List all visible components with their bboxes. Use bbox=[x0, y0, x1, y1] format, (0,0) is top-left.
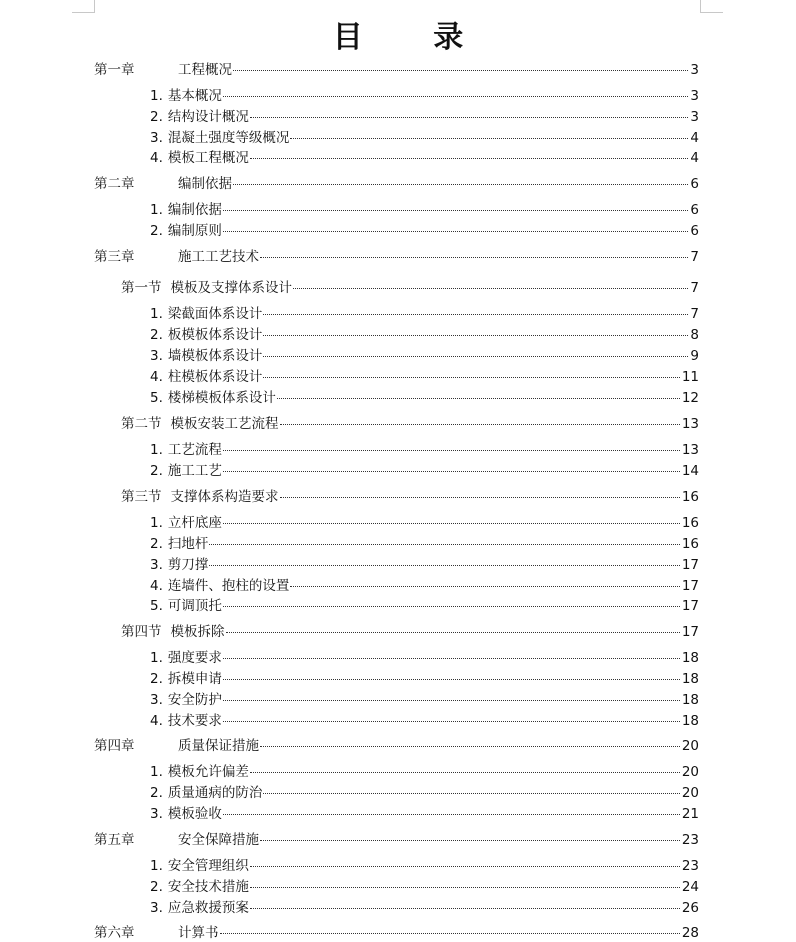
toc-entry-number: 第三节 bbox=[121, 489, 162, 505]
toc-entry-title: 质量保证措施 bbox=[178, 738, 259, 754]
dotted-leader bbox=[250, 908, 680, 909]
toc-entry-item[interactable] bbox=[150, 149, 699, 167]
toc-entry-number: 2. bbox=[150, 327, 163, 343]
toc-entry-page-number: 17 bbox=[681, 624, 699, 640]
toc-entry-number: 第五章 bbox=[94, 832, 135, 848]
toc-entry-item[interactable] bbox=[150, 805, 699, 823]
toc-entry-page-number: 18 bbox=[681, 650, 699, 666]
toc-entry-number: 3. bbox=[150, 557, 163, 573]
toc-entry-item[interactable] bbox=[150, 305, 699, 323]
toc-entry-page-number: 6 bbox=[690, 223, 699, 239]
dotted-leader bbox=[223, 210, 689, 211]
toc-entry-title: 技术要求 bbox=[167, 713, 222, 729]
dotted-leader bbox=[263, 314, 688, 315]
toc-entry-title: 施工工艺 bbox=[167, 463, 222, 479]
toc-entry-item[interactable] bbox=[150, 514, 699, 532]
toc-entry-item[interactable] bbox=[150, 326, 699, 344]
toc-entry-item[interactable] bbox=[150, 535, 699, 553]
toc-entry-page-number: 6 bbox=[690, 202, 699, 218]
toc-entry-number: 3. bbox=[150, 130, 163, 146]
toc-title: 目 录 bbox=[332, 20, 494, 55]
toc-entry-number: 2. bbox=[150, 109, 163, 125]
dotted-leader bbox=[290, 138, 688, 139]
toc-entry-number: 2. bbox=[150, 223, 163, 239]
toc-entry-item[interactable] bbox=[150, 899, 699, 917]
toc-entry-number: 第四章 bbox=[94, 738, 135, 754]
toc-entry-title: 强度要求 bbox=[167, 650, 222, 666]
toc-entry-number: 第六章 bbox=[94, 925, 135, 941]
toc-entry-title: 模板拆除 bbox=[170, 624, 225, 640]
toc-entry-title: 墙模板体系设计 bbox=[167, 348, 263, 364]
toc-entry-item[interactable] bbox=[150, 108, 699, 126]
toc-entry-title: 安全管理组织 bbox=[167, 858, 249, 874]
dotted-leader bbox=[250, 158, 689, 159]
dotted-leader bbox=[263, 377, 679, 378]
toc-entry-number: 4. bbox=[150, 150, 163, 166]
toc-entry-title: 计算书 bbox=[178, 925, 219, 941]
dotted-leader bbox=[223, 658, 680, 659]
toc-entry-number: 第一章 bbox=[94, 62, 135, 78]
toc-entry-number: 2. bbox=[150, 785, 163, 801]
toc-entry-title: 结构设计概况 bbox=[167, 109, 249, 125]
toc-entry-title: 模板验收 bbox=[167, 806, 222, 822]
dotted-leader bbox=[290, 586, 679, 587]
dotted-leader bbox=[250, 772, 680, 773]
toc-entry-page-number: 28 bbox=[681, 925, 699, 941]
dotted-leader bbox=[260, 746, 680, 747]
toc-entry-page-number: 13 bbox=[681, 416, 699, 432]
toc-entry-page-number: 4 bbox=[690, 150, 699, 166]
toc-entry-number: 2. bbox=[150, 671, 163, 687]
toc-entry-page-number: 12 bbox=[681, 390, 699, 406]
toc-entry-chapter[interactable] bbox=[94, 831, 699, 849]
toc-entry-page-number: 21 bbox=[681, 806, 699, 822]
toc-entry-page-number: 23 bbox=[681, 832, 699, 848]
toc-entry-chapter[interactable] bbox=[94, 175, 699, 193]
toc-entry-item[interactable] bbox=[150, 784, 699, 802]
dotted-leader bbox=[209, 544, 679, 545]
toc-entry-number: 4. bbox=[150, 713, 163, 729]
toc-entry-title: 连墙件、抱柱的设置 bbox=[167, 578, 290, 594]
toc-entry-title: 基本概况 bbox=[167, 88, 222, 104]
toc-entry-number: 第三章 bbox=[94, 249, 135, 265]
dotted-leader bbox=[263, 335, 688, 336]
toc-entry-section[interactable] bbox=[121, 415, 699, 433]
toc-entry-page-number: 24 bbox=[681, 879, 699, 895]
toc-entry-number: 2. bbox=[150, 463, 163, 479]
toc-entry-page-number: 13 bbox=[681, 442, 699, 458]
toc-entry-number: 1. bbox=[150, 202, 163, 218]
dotted-leader bbox=[223, 679, 680, 680]
toc-entry-number: 3. bbox=[150, 692, 163, 708]
dotted-leader bbox=[223, 471, 680, 472]
toc-entry-item[interactable] bbox=[150, 389, 699, 407]
toc-entry-section[interactable] bbox=[121, 623, 699, 641]
toc-entry-number: 3. bbox=[150, 806, 163, 822]
dotted-leader bbox=[223, 721, 680, 722]
dotted-leader bbox=[277, 398, 680, 399]
toc-entry-title: 施工工艺技术 bbox=[178, 249, 259, 265]
toc-entry-number: 1. bbox=[150, 88, 163, 104]
toc-entry-title: 安全技术措施 bbox=[167, 879, 249, 895]
toc-entry-title: 扫地杆 bbox=[167, 536, 209, 552]
dotted-leader bbox=[260, 257, 688, 258]
toc-entry-title: 剪刀撑 bbox=[167, 557, 209, 573]
toc-entry-page-number: 17 bbox=[681, 598, 699, 614]
toc-entry-page-number: 3 bbox=[690, 109, 699, 125]
dotted-leader bbox=[223, 231, 689, 232]
toc-entry-number: 1. bbox=[150, 442, 163, 458]
toc-entry-page-number: 7 bbox=[690, 306, 699, 322]
toc-entry-number: 第四节 bbox=[121, 624, 162, 640]
toc-entry-title: 柱模板体系设计 bbox=[167, 369, 263, 385]
toc-entry-title: 模板允许偏差 bbox=[167, 764, 249, 780]
toc-entry-number: 1. bbox=[150, 858, 163, 874]
dotted-leader bbox=[280, 424, 680, 425]
dotted-leader bbox=[223, 814, 680, 815]
toc-entry-page-number: 14 bbox=[681, 463, 699, 479]
toc-entry-item[interactable] bbox=[150, 222, 699, 240]
toc-entry-chapter[interactable] bbox=[94, 248, 699, 266]
toc-entry-page-number: 18 bbox=[681, 671, 699, 687]
toc-entry-number: 1. bbox=[150, 306, 163, 322]
toc-entry-page-number: 16 bbox=[681, 515, 699, 531]
toc-entry-item[interactable] bbox=[150, 712, 699, 730]
dotted-leader bbox=[260, 840, 680, 841]
toc-entry-page-number: 8 bbox=[690, 327, 699, 343]
toc-entry-title: 编制依据 bbox=[178, 176, 232, 192]
toc-entry-page-number: 20 bbox=[681, 738, 699, 754]
toc-entry-title: 工艺流程 bbox=[167, 442, 222, 458]
toc-entry-page-number: 11 bbox=[681, 369, 699, 385]
toc-entry-title: 可调顶托 bbox=[167, 598, 222, 614]
toc-entry-title: 立杆底座 bbox=[167, 515, 222, 531]
toc-entry-title: 工程概况 bbox=[178, 62, 232, 78]
toc-entry-item[interactable] bbox=[150, 347, 699, 365]
toc-entry-number: 5. bbox=[150, 598, 163, 614]
toc-entry-number: 2. bbox=[150, 536, 163, 552]
toc-entry-page-number: 7 bbox=[690, 249, 699, 265]
toc-entry-number: 第一节 bbox=[121, 280, 162, 296]
dotted-leader bbox=[263, 793, 679, 794]
toc-entry-page-number: 4 bbox=[690, 130, 699, 146]
toc-entry-title: 安全保障措施 bbox=[178, 832, 259, 848]
toc-entry-item[interactable] bbox=[150, 577, 699, 595]
toc-entry-title: 板模板体系设计 bbox=[167, 327, 263, 343]
toc-entry-page-number: 6 bbox=[690, 176, 699, 192]
dotted-leader bbox=[223, 523, 680, 524]
toc-entry-item[interactable] bbox=[150, 87, 699, 105]
toc-entry-item[interactable] bbox=[150, 649, 699, 667]
toc-entry-item[interactable] bbox=[150, 201, 699, 219]
toc-entry-title: 楼梯模板体系设计 bbox=[167, 390, 276, 406]
toc-entry-page-number: 18 bbox=[681, 692, 699, 708]
toc-entry-item[interactable] bbox=[150, 878, 699, 896]
toc-entry-number: 4. bbox=[150, 578, 163, 594]
toc-entry-title: 编制依据 bbox=[167, 202, 222, 218]
toc-entry-item[interactable] bbox=[150, 691, 699, 709]
toc-entry-item[interactable] bbox=[150, 368, 699, 386]
dotted-leader bbox=[223, 700, 680, 701]
toc-entry-item[interactable] bbox=[150, 129, 699, 147]
dotted-leader bbox=[293, 288, 688, 289]
dotted-leader bbox=[250, 866, 680, 867]
toc-entry-title: 模板工程概况 bbox=[167, 150, 249, 166]
toc-entry-page-number: 7 bbox=[690, 280, 699, 296]
toc-entry-title: 梁截面体系设计 bbox=[167, 306, 263, 322]
toc-entry-number: 第二章 bbox=[94, 176, 135, 192]
toc-entry-number: 3. bbox=[150, 348, 163, 364]
toc-entry-number: 1. bbox=[150, 650, 163, 666]
toc-entry-page-number: 17 bbox=[681, 557, 699, 573]
toc-entry-page-number: 20 bbox=[681, 785, 699, 801]
toc-entry-title: 应急救援预案 bbox=[167, 900, 249, 916]
toc-entry-item[interactable] bbox=[150, 763, 699, 781]
toc-entry-page-number: 17 bbox=[681, 578, 699, 594]
dotted-leader bbox=[250, 887, 680, 888]
toc-entry-title: 支撑体系构造要求 bbox=[170, 489, 279, 505]
dotted-leader bbox=[233, 184, 688, 185]
toc-entry-item[interactable] bbox=[150, 857, 699, 875]
dotted-leader bbox=[209, 565, 679, 566]
dotted-leader bbox=[226, 632, 680, 633]
toc-entry-page-number: 16 bbox=[681, 489, 699, 505]
toc-entry-page-number: 9 bbox=[690, 348, 699, 364]
toc-entry-number: 1. bbox=[150, 764, 163, 780]
toc-entry-number: 5. bbox=[150, 390, 163, 406]
toc-entry-title: 模板及支撑体系设计 bbox=[170, 280, 292, 296]
toc-entry-chapter[interactable] bbox=[94, 61, 699, 79]
toc-entry-number: 4. bbox=[150, 369, 163, 385]
toc-entry-page-number: 16 bbox=[681, 536, 699, 552]
toc-entry-title: 模板安装工艺流程 bbox=[170, 416, 279, 432]
dotted-leader bbox=[223, 606, 680, 607]
dotted-leader bbox=[233, 70, 688, 71]
dotted-leader bbox=[250, 117, 689, 118]
toc-entry-page-number: 3 bbox=[690, 62, 699, 78]
toc-entry-item[interactable] bbox=[150, 670, 699, 688]
dotted-leader bbox=[223, 450, 680, 451]
toc-entry-title: 混凝土强度等级概况 bbox=[167, 130, 290, 146]
dotted-leader bbox=[223, 96, 689, 97]
toc-entry-number: 第二节 bbox=[121, 416, 162, 432]
toc-entry-page-number: 3 bbox=[690, 88, 699, 104]
toc-entry-section[interactable] bbox=[121, 488, 699, 506]
toc-entry-item[interactable] bbox=[150, 441, 699, 459]
dotted-leader bbox=[263, 356, 688, 357]
toc-entry-number: 1. bbox=[150, 515, 163, 531]
toc-entry-title: 编制原则 bbox=[167, 223, 222, 239]
toc-entry-page-number: 20 bbox=[681, 764, 699, 780]
toc-entry-chapter[interactable] bbox=[94, 924, 699, 942]
toc-entry-section[interactable] bbox=[121, 279, 699, 297]
toc-entry-number: 3. bbox=[150, 900, 163, 916]
toc-entry-item[interactable] bbox=[150, 462, 699, 480]
dotted-leader bbox=[220, 933, 680, 934]
toc-entry-item[interactable] bbox=[150, 597, 699, 615]
toc-entry-page-number: 26 bbox=[681, 900, 699, 916]
toc-entry-item[interactable] bbox=[150, 556, 699, 574]
toc-entry-title: 拆模申请 bbox=[167, 671, 222, 687]
dotted-leader bbox=[280, 497, 680, 498]
toc-entry-title: 安全防护 bbox=[167, 692, 222, 708]
toc-entry-title: 质量通病的防治 bbox=[167, 785, 263, 801]
toc-entry-number: 2. bbox=[150, 879, 163, 895]
toc-entry-chapter[interactable] bbox=[94, 737, 699, 755]
toc-entry-page-number: 18 bbox=[681, 713, 699, 729]
toc-entry-page-number: 23 bbox=[681, 858, 699, 874]
